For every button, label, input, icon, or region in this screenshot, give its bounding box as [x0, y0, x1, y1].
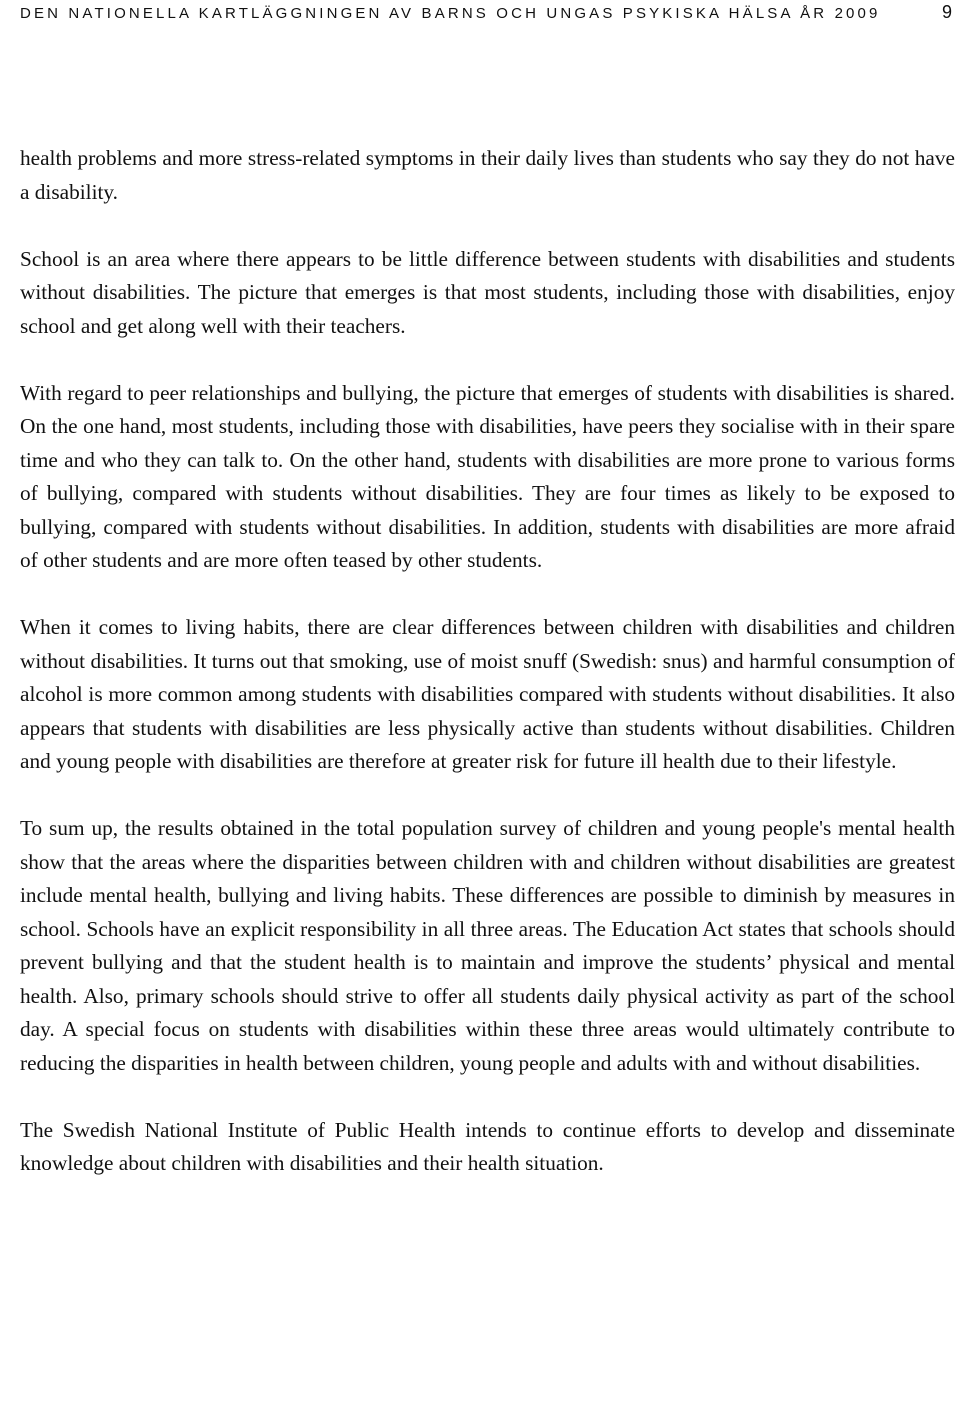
paragraph-health-problems: health problems and more stress-related symptoms in their daily lives than students who say they do not have a disability. [20, 146, 955, 204]
paragraph-school: School is an area where there appears to be little difference between students with disabilities and students without disabilities. The picture that emerges is that most students, including those with disabilities, enjoy school and get along well with their teachers. [20, 246, 955, 338]
paragraph-institute: The Swedish National Institute of Public Health intends to continue efforts to develop and disseminate knowledge about children with disabilities and their health situation. [20, 1117, 955, 1175]
running-header [20, 4, 952, 24]
paragraph-living-habits: When it comes to living habits, there are clear differences between children with disabilities and children without disabilities. It turns out that smoking, use of moist snuff (Swedish: snus) and harmful consumption of alcohol is more common among students with disabilities compared with students without disabilities. It also appears that students with disabilities are less physically active than students without disabilities. Children and young people with disabilities are therefore at greater risk for future ill health due to their lifestyle. [20, 615, 955, 773]
paragraph-summary: To sum up, the results obtained in the total population survey of children and young people's mental health show that the areas where the disparities between children with and children without disabilities are greatest include mental health, bullying and living habits. These differences are possible to diminish by measures in school. Schools have an explicit responsibility in all three areas. The Education Act states that schools should prevent bullying and that the student health is to maintain and improve the students’ physical and mental health. Also, primary schools should strive to offer all students daily physical activity as part of the school day. A special focus on students with disabilities within these three areas would ultimately contribute to reducing the disparities in health between children, young people and adults with and without disabilities. [20, 816, 955, 1075]
page-number: 9 [941, 2, 952, 22]
body-text [20, 142, 955, 1181]
paragraph-peer-relationships: With regard to peer relationships and bullying, the picture that emerges of students with disabilities is shared. On the one hand, most students, including those with disabilities, have peers they socialise with in their spare time and who they can talk to. On the other hand, students with disabilities are more prone to various forms of bullying, compared with students without disabilities. They are four times as likely to be exposed to bullying, compared with students without disabilities. In addition, students with disabilities are more afraid of other students and are more often teased by other students. [20, 380, 955, 572]
running-title: DEN NATIONELLA KARTLÄGGNINGEN AV BARNS OCH UNGAS PSYKISKA HÄLSA ÅR 2009 [20, 5, 881, 22]
